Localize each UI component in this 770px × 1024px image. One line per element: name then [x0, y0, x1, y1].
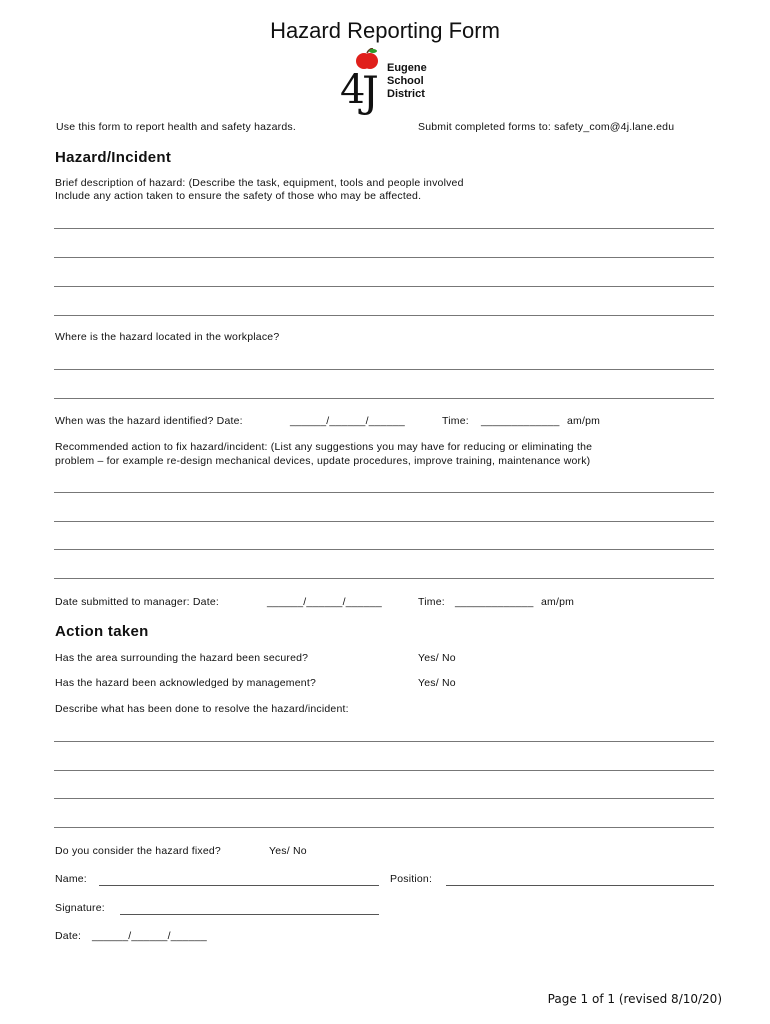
date-label: Date: [55, 930, 82, 942]
submit-instructions: Submit completed forms to: safety_com@4j.lane.edu [418, 121, 675, 133]
identified-time-field[interactable]: _____________ [481, 415, 560, 427]
location-line-2[interactable] [54, 398, 714, 399]
submitted-time-label: Time: [418, 596, 445, 608]
name-label: Name: [55, 873, 87, 885]
hazard-heading: Hazard/Incident [55, 149, 172, 166]
svg-text:4: 4 [340, 67, 366, 113]
position-label: Position: [390, 873, 433, 885]
position-field[interactable] [446, 873, 714, 886]
brief-description-note: Include any action taken to ensure the safety of those who may be affected. [55, 190, 422, 202]
date-field[interactable]: ______/______/______ [92, 930, 207, 942]
identified-date-field[interactable]: ______/______/______ [290, 415, 405, 427]
acknowledged-answer[interactable]: Yes/ No [418, 677, 456, 689]
fixed-question: Do you consider the hazard fixed? [55, 845, 221, 857]
form-title: Hazard Reporting Form [270, 18, 500, 43]
submitted-ampm: am/pm [541, 596, 575, 608]
recommended-note: problem – for example re-design mechanical devices, update procedures, improve training, maintenance work) [55, 455, 591, 467]
intro-text: Use this form to report health and safety hazards. [56, 121, 296, 133]
district-logo [340, 48, 440, 118]
acknowledged-question: Has the hazard been acknowledged by management? [55, 677, 316, 689]
brief-description-label: Brief description of hazard: (Describe the task, equipment, tools and people involved [55, 177, 464, 189]
page-footer: Page 1 of 1 (revised 8/10/20) [547, 992, 722, 1006]
submitted-label: Date submitted to manager: Date: [55, 596, 219, 608]
secured-answer[interactable]: Yes/ No [418, 652, 456, 664]
submitted-time-field[interactable]: _____________ [455, 596, 534, 608]
resolution-line-1[interactable] [54, 741, 714, 742]
resolution-line-2[interactable] [54, 770, 714, 771]
submitted-date-field[interactable]: ______/______/______ [267, 596, 382, 608]
recommended-line-3[interactable] [54, 549, 714, 550]
identified-ampm: am/pm [567, 415, 601, 427]
resolution-label: Describe what has been done to resolve the hazard/incident: [55, 703, 349, 715]
svg-text:J: J [362, 67, 379, 116]
signature-field[interactable] [120, 902, 379, 915]
description-line-3[interactable] [54, 286, 714, 287]
secured-question: Has the area surrounding the hazard been secured? [55, 652, 309, 664]
signature-label: Signature: [55, 902, 105, 914]
location-question: Where is the hazard located in the workplace? [55, 331, 280, 343]
district-name: Eugene School District [387, 62, 427, 100]
identified-label: When was the hazard identified? Date: [55, 415, 243, 427]
resolution-line-3[interactable] [54, 798, 714, 799]
recommended-line-4[interactable] [54, 578, 714, 579]
recommended-line-1[interactable] [54, 492, 714, 493]
recommended-line-2[interactable] [54, 521, 714, 522]
recommended-label: Recommended action to fix hazard/incident: (List any suggestions you may have for reducing or eliminating the [55, 441, 593, 453]
resolution-line-4[interactable] [54, 827, 714, 828]
description-line-1[interactable] [54, 228, 714, 229]
identified-time-label: Time: [442, 415, 469, 427]
description-line-4[interactable] [54, 315, 714, 316]
action-heading: Action taken [55, 623, 149, 640]
location-line-1[interactable] [54, 369, 714, 370]
fixed-answer[interactable]: Yes/ No [269, 845, 307, 857]
description-line-2[interactable] [54, 257, 714, 258]
name-field[interactable] [99, 873, 379, 886]
